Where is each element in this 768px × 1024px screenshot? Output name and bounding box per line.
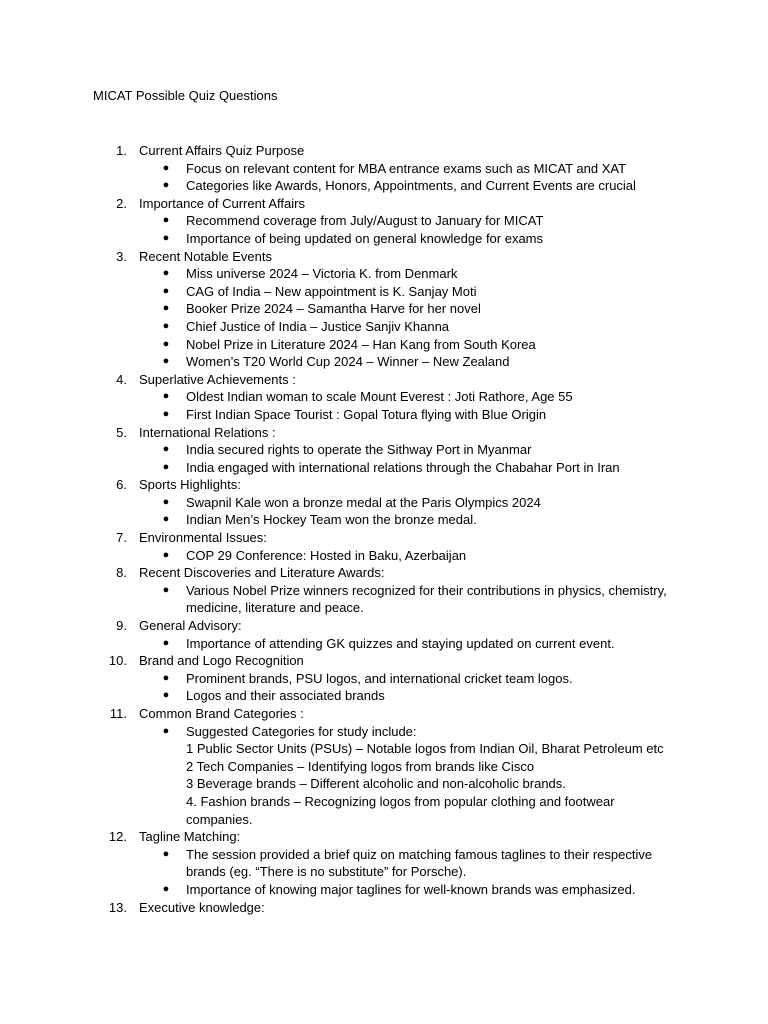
- bullet-dot-icon: ●: [162, 390, 170, 403]
- bullet-list: [0, 441, 768, 476]
- section-title: Common Brand Categories :: [139, 706, 304, 721]
- section-heading: [0, 652, 768, 670]
- section-title: Current Affairs Quiz Purpose: [139, 143, 305, 158]
- bullet-item: [0, 160, 768, 178]
- section-title: General Advisory:: [139, 618, 242, 634]
- bullet-dot-icon: ●: [162, 882, 170, 895]
- section-item: [0, 142, 768, 195]
- bullet-dot-icon: ●: [162, 636, 170, 649]
- bullet-list: [0, 846, 768, 899]
- bullet-dot-icon: ●: [162, 847, 170, 860]
- bullet-item: [0, 283, 768, 301]
- bullet-item: [0, 494, 768, 512]
- bullet-line: Suggested Categories for study include:: [186, 723, 417, 739]
- bullet-text: India secured rights to operate the Sithway Port in Myanmar: [186, 442, 532, 458]
- section-item: [0, 899, 768, 917]
- section-heading: [0, 476, 768, 494]
- bullet-line: 4. Fashion brands – Recognizing logos from popular clothing and footwear: [186, 793, 615, 809]
- section-title: Tagline Matching:: [139, 829, 241, 845]
- section-item: [0, 652, 768, 705]
- section-heading: [0, 529, 768, 547]
- bullet-dot-icon: ●: [162, 407, 170, 420]
- bullet-line: The session provided a brief quiz on matching famous taglines to their respective: [186, 846, 653, 862]
- bullet-dot-icon: ●: [162, 495, 170, 508]
- bullet-dot-icon: ●: [162, 583, 170, 596]
- section-title: International Relations :: [139, 424, 276, 440]
- section-number: 12.: [108, 829, 127, 845]
- bullet-text: Women’s T20 World Cup 2024 – Winner – New Zealand: [186, 354, 510, 370]
- bullet-dot-icon: ●: [162, 302, 170, 315]
- section-number: 7.: [116, 530, 127, 546]
- bullet-item: [0, 336, 768, 354]
- bullet-text: Swapnil Kale won a bronze medal at the Paris Olympics 2024: [186, 494, 541, 510]
- bullet-list: [0, 388, 768, 423]
- section-number: 13.: [108, 899, 127, 915]
- bullet-dot-icon: ●: [162, 214, 170, 227]
- bullet-dot-icon: ●: [162, 355, 170, 368]
- bullet-text: Categories like Awards, Honors, Appointments, and Current Events are crucial: [186, 178, 636, 194]
- bullet-dot-icon: ●: [162, 284, 170, 297]
- section-heading: [0, 142, 768, 160]
- section-heading: [0, 828, 768, 846]
- section-heading: [0, 617, 768, 635]
- bullet-text: Chief Justice of India – Justice Sanjiv Khanna: [186, 318, 450, 334]
- section-number: 9.: [116, 618, 127, 634]
- bullet-item: [0, 441, 768, 459]
- bullet-dot-icon: ●: [162, 267, 170, 280]
- section-number: 5.: [116, 424, 127, 440]
- bullet-line: 2 Tech Companies – Identifying logos from brands like Cisco: [186, 758, 535, 774]
- bullet-text: Logos and their associated brands: [186, 688, 385, 704]
- section-title: Brand and Logo Recognition: [139, 653, 304, 669]
- bullet-dot-icon: ●: [162, 689, 170, 702]
- bullet-item: [0, 582, 768, 617]
- section-number: 2.: [116, 195, 127, 211]
- bullet-text: First Indian Space Tourist : Gopal Totura flying with Blue Origin: [186, 406, 547, 422]
- bullet-text: Prominent brands, PSU logos, and international cricket team logos.: [186, 670, 573, 686]
- section-heading: [0, 424, 768, 442]
- bullet-list: [0, 547, 768, 565]
- section-item: [0, 705, 768, 828]
- bullet-dot-icon: ●: [162, 460, 170, 473]
- bullet-line: 1 Public Sector Units (PSUs) – Notable logos from Indian Oil, Bharat Petroleum etc: [186, 741, 664, 757]
- section-item: [0, 195, 768, 248]
- section-heading: [0, 705, 768, 723]
- section-number: 8.: [116, 565, 127, 581]
- section-title: Recent Notable Events: [139, 248, 272, 264]
- bullet-item: [0, 300, 768, 318]
- bullet-item: [0, 230, 768, 248]
- bullet-item: [0, 388, 768, 406]
- bullet-item: [0, 511, 768, 529]
- section-item: [0, 371, 768, 424]
- bullet-item: [0, 265, 768, 283]
- section-list: [0, 142, 768, 916]
- bullet-dot-icon: ●: [162, 231, 170, 244]
- bullet-dot-icon: ●: [162, 319, 170, 332]
- section-title: Environmental Issues:: [139, 530, 267, 546]
- section-number: 6.: [116, 477, 127, 493]
- bullet-item: [0, 670, 768, 688]
- section-item: [0, 564, 768, 617]
- section-number: 4.: [116, 371, 127, 387]
- bullet-line: Various Nobel Prize winners recognized for their contributions in physics, chemistry,: [186, 582, 667, 598]
- bullet-line: companies.: [186, 811, 253, 827]
- bullet-dot-icon: ●: [162, 337, 170, 350]
- section-number: 10.: [108, 653, 127, 669]
- bullet-item: [0, 318, 768, 336]
- bullet-list: [0, 670, 768, 705]
- bullet-text: Focus on relevant content for MBA entrance exams such as MICAT and XAT: [186, 160, 627, 176]
- section-heading: [0, 248, 768, 266]
- bullet-dot-icon: ●: [162, 443, 170, 456]
- bullet-text: COP 29 Conference: Hosted in Baku, Azerbaijan: [186, 547, 467, 563]
- bullet-text: Importance of knowing major taglines for well-known brands was emphasized.: [186, 881, 636, 897]
- bullet-line: medicine, literature and peace.: [186, 600, 364, 616]
- bullet-dot-icon: ●: [162, 513, 170, 526]
- document-title: MICAT Possible Quiz Questions: [93, 88, 278, 103]
- bullet-list: [0, 723, 768, 829]
- bullet-line: brands (eg. “There is no substitute” for Porsche).: [186, 864, 467, 880]
- bullet-text: Booker Prize 2024 – Samantha Harve for her novel: [186, 301, 481, 317]
- bullet-text: Indian Men’s Hockey Team won the bronze medal.: [186, 512, 477, 528]
- section-item: [0, 617, 768, 652]
- section-heading: [0, 195, 768, 213]
- section-item: [0, 424, 768, 477]
- bullet-text: Oldest Indian woman to scale Mount Everest : Joti Rathore, Age 55: [186, 389, 573, 405]
- bullet-item: [0, 212, 768, 230]
- section-title: Recent Discoveries and Literature Awards:: [139, 565, 385, 581]
- bullet-text: Nobel Prize in Literature 2024 – Han Kang from South Korea: [186, 336, 536, 352]
- section-item: [0, 248, 768, 371]
- bullet-dot-icon: ●: [162, 179, 170, 192]
- bullet-list: [0, 212, 768, 247]
- bullet-dot-icon: ●: [162, 161, 170, 174]
- bullet-text: India engaged with international relations through the Chabahar Port in Iran: [186, 459, 620, 475]
- bullet-item: [0, 687, 768, 705]
- section-title: Executive knowledge:: [139, 899, 265, 915]
- section-heading: [0, 371, 768, 389]
- section-title: Importance of Current Affairs: [139, 195, 305, 211]
- bullet-list: [0, 494, 768, 529]
- section-title: Superlative Achievements :: [139, 371, 296, 387]
- bullet-item: [0, 547, 768, 565]
- bullet-item: [0, 353, 768, 371]
- section-heading: [0, 564, 768, 582]
- bullet-text: Recommend coverage from July/August to January for MICAT: [186, 213, 544, 229]
- section-title: Sports Highlights:: [139, 477, 241, 493]
- section-heading: [0, 899, 768, 917]
- section-item: [0, 529, 768, 564]
- bullet-item: [0, 881, 768, 899]
- section-number: 1.: [116, 143, 127, 158]
- bullet-list: [0, 265, 768, 371]
- bullet-item: [0, 177, 768, 195]
- bullet-text: Importance of attending GK quizzes and staying updated on current event.: [186, 635, 615, 651]
- bullet-dot-icon: ●: [162, 724, 170, 737]
- bullet-text: Importance of being updated on general knowledge for exams: [186, 230, 544, 246]
- bullet-item: [0, 459, 768, 477]
- section-number: 3.: [116, 248, 127, 264]
- section-number: 11.: [109, 706, 127, 721]
- bullet-item: [0, 723, 768, 829]
- bullet-item: [0, 635, 768, 653]
- section-item: [0, 828, 768, 898]
- bullet-item: [0, 406, 768, 424]
- bullet-dot-icon: ●: [162, 671, 170, 684]
- bullet-list: [0, 582, 768, 617]
- bullet-dot-icon: ●: [162, 548, 170, 561]
- bullet-item: [0, 846, 768, 881]
- bullet-list: [0, 635, 768, 653]
- bullet-text: Miss universe 2024 – Victoria K. from Denmark: [186, 266, 458, 282]
- bullet-text: CAG of India – New appointment is K. Sanjay Moti: [186, 283, 477, 299]
- section-item: [0, 476, 768, 529]
- bullet-line: 3 Beverage brands – Different alcoholic and non-alcoholic brands.: [186, 776, 566, 792]
- bullet-list: [0, 160, 768, 195]
